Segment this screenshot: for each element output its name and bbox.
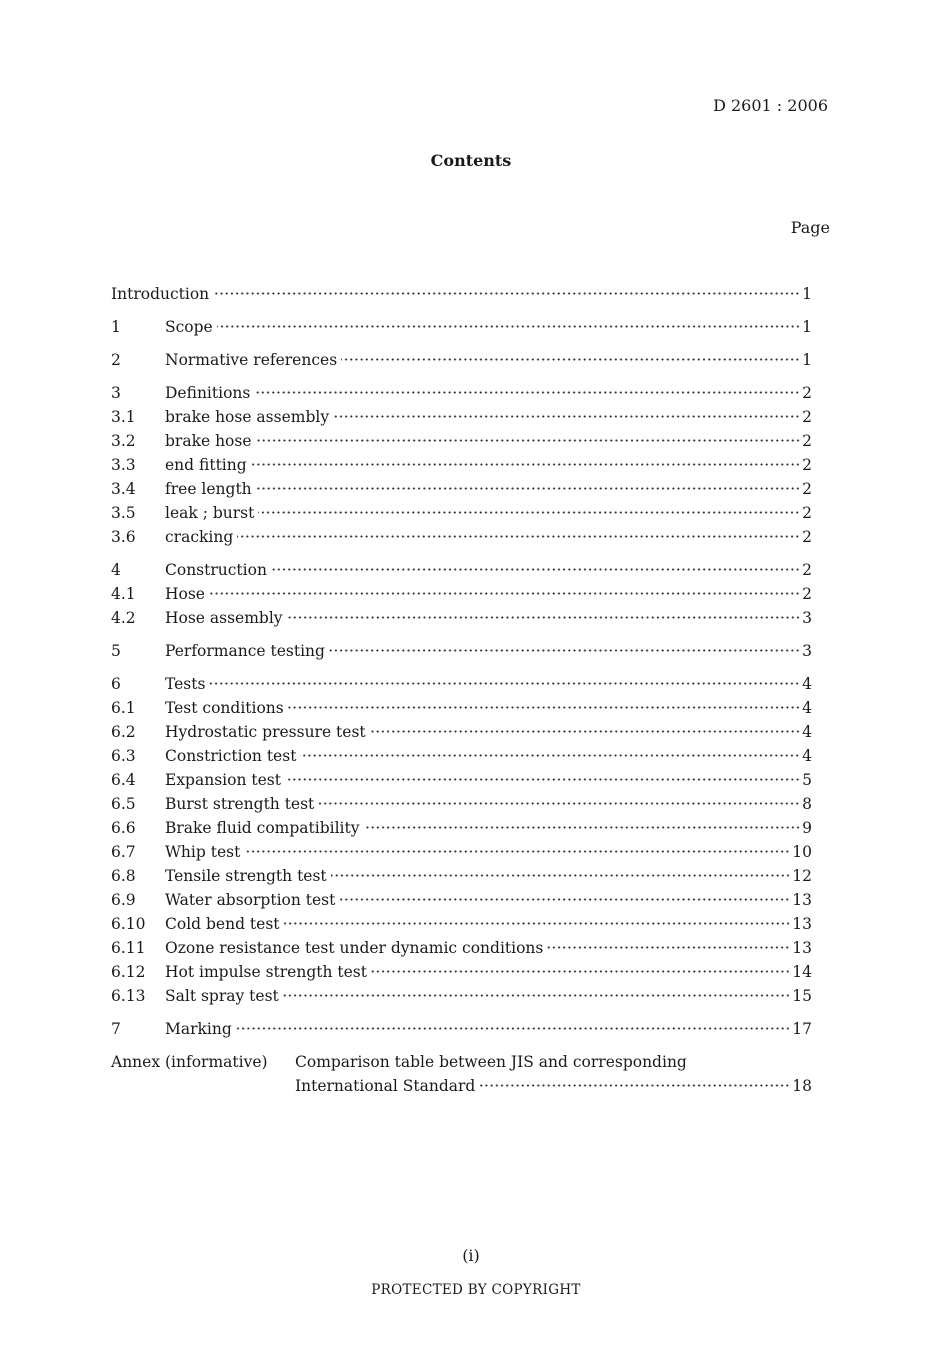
toc-entry-page: 12 — [792, 867, 812, 885]
toc-entry-text: Water absorption test — [165, 891, 336, 909]
toc-entry-text: brake hose assembly — [165, 408, 330, 426]
dot-leader — [271, 568, 800, 571]
toc-groups — [111, 315, 812, 1041]
toc-entry-page: 2 — [802, 408, 812, 426]
annex-page: 18 — [792, 1077, 812, 1095]
toc-entry-annex — [111, 1050, 812, 1098]
toc-entry — [111, 936, 812, 960]
annex-line-1 — [295, 1050, 812, 1074]
toc-entry — [111, 315, 812, 339]
toc-entry-text: Normative references — [165, 351, 338, 369]
dot-leader — [333, 415, 800, 418]
toc-entry-text: Cold bend test — [165, 915, 280, 933]
toc-entry-page: 2 — [802, 504, 812, 522]
dot-leader — [331, 874, 791, 877]
toc-entry-text: Salt spray test — [165, 987, 279, 1005]
toc-entry-text: Scope — [165, 318, 213, 336]
toc-entry — [111, 582, 812, 606]
footer-page-number: (i) — [462, 1246, 480, 1265]
toc-entry-page: 13 — [792, 891, 812, 909]
toc-entry-introduction — [111, 282, 812, 306]
toc-entry-number: 6 — [111, 675, 121, 693]
toc-entry-number: 6.7 — [111, 843, 136, 861]
toc-entry-number: 6.11 — [111, 939, 146, 957]
toc-entry — [111, 720, 812, 744]
toc-entry-text: Constriction test — [165, 747, 297, 765]
table-of-contents — [111, 282, 812, 1098]
toc-entry-page: 2 — [802, 456, 812, 474]
dot-leader — [237, 535, 800, 538]
toc-entry-page: 4 — [802, 747, 812, 765]
toc-entry — [111, 477, 812, 501]
annex-line-2 — [295, 1074, 812, 1098]
dot-leader — [256, 439, 801, 442]
dot-leader — [213, 292, 800, 295]
toc-entry-page: 10 — [792, 843, 812, 861]
toc-entry-page: 4 — [802, 699, 812, 717]
dot-leader — [285, 778, 800, 781]
toc-entry-number: 3.4 — [111, 480, 136, 498]
dot-leader — [244, 850, 790, 853]
toc-entry — [111, 744, 812, 768]
toc-entry-text: Introduction — [111, 285, 210, 303]
toc-entry-page: 13 — [792, 915, 812, 933]
toc-entry-number: 6.13 — [111, 987, 146, 1005]
dot-leader — [256, 487, 800, 490]
toc-entry-number: 4 — [111, 561, 121, 579]
toc-entry — [111, 672, 812, 696]
toc-entry-text: Hose — [165, 585, 205, 603]
dot-leader — [339, 898, 790, 901]
toc-entry — [111, 453, 812, 477]
toc-entry — [111, 960, 812, 984]
toc-entry — [111, 525, 812, 549]
toc-entry — [111, 429, 812, 453]
toc-entry — [111, 381, 812, 405]
toc-entry-text: Performance testing — [165, 642, 325, 660]
toc-entry-number: 3 — [111, 384, 121, 402]
toc-entry-number: 1 — [111, 318, 121, 336]
dot-leader — [547, 946, 790, 949]
toc-entry — [111, 768, 812, 792]
toc-entry-page: 2 — [802, 432, 812, 450]
toc-entry-page: 2 — [802, 585, 812, 603]
toc-entry — [111, 912, 812, 936]
toc-entry-number: 6.10 — [111, 915, 146, 933]
toc-entry — [111, 840, 812, 864]
toc-entry-page: 15 — [792, 987, 812, 1005]
toc-entry-page: 1 — [802, 318, 812, 336]
page-column-label: Page — [790, 218, 830, 237]
toc-entry — [111, 501, 812, 525]
dot-leader — [341, 358, 800, 361]
toc-entry — [111, 639, 812, 663]
document-number: D 2601 : 2006 — [713, 96, 828, 115]
toc-entry — [111, 1017, 812, 1041]
copyright-notice: PROTECTED BY COPYRIGHT — [371, 1282, 581, 1298]
toc-entry-page: 3 — [802, 609, 812, 627]
toc-entry — [111, 606, 812, 630]
dot-leader — [258, 511, 800, 514]
toc-entry-number: 6.9 — [111, 891, 136, 909]
toc-entry-text: Tensile strength test — [165, 867, 327, 885]
toc-entry-text: Expansion test — [165, 771, 281, 789]
toc-entry-page: 13 — [792, 939, 812, 957]
dot-leader — [209, 592, 800, 595]
dot-leader — [236, 1027, 790, 1030]
toc-entry-text: Ozone resistance test under dynamic conditions — [165, 939, 544, 957]
dot-leader — [329, 649, 800, 652]
dot-leader — [284, 922, 791, 925]
toc-entry-page: 3 — [802, 642, 812, 660]
dot-leader — [287, 616, 801, 619]
toc-entry-page: 14 — [792, 963, 812, 981]
toc-entry-text: Hydrostatic pressure test — [165, 723, 366, 741]
toc-entry-text: Tests — [165, 675, 206, 693]
toc-entry-number: 6.4 — [111, 771, 136, 789]
toc-entry-number: 3.1 — [111, 408, 136, 426]
toc-entry-text: Brake fluid compatibility — [165, 819, 360, 837]
dot-leader — [371, 970, 790, 973]
toc-entry — [111, 864, 812, 888]
toc-entry — [111, 405, 812, 429]
toc-entry-number: 5 — [111, 642, 121, 660]
toc-entry-text: Hose assembly — [165, 609, 283, 627]
toc-entry-number: 6.2 — [111, 723, 136, 741]
page-title: Contents — [430, 151, 512, 170]
toc-entry-number: 4.1 — [111, 585, 136, 603]
toc-entry-number: 6.12 — [111, 963, 146, 981]
toc-entry-number: 6.6 — [111, 819, 136, 837]
toc-entry-text: cracking — [165, 528, 234, 546]
annex-title-line-2: International Standard — [295, 1077, 476, 1095]
toc-entry-text: Hot impulse strength test — [165, 963, 367, 981]
annex-title-line-1: Comparison table between JIS and corresponding — [295, 1053, 687, 1071]
toc-entry-text: free length — [165, 480, 252, 498]
toc-entry-text: Construction — [165, 561, 267, 579]
annex-body — [295, 1050, 812, 1098]
dot-leader — [209, 682, 800, 685]
toc-entry — [111, 888, 812, 912]
toc-entry-page: 9 — [802, 819, 812, 837]
toc-entry-number: 3.3 — [111, 456, 136, 474]
toc-entry-page: 1 — [802, 351, 812, 369]
toc-entry-text: Burst strength test — [165, 795, 315, 813]
toc-entry-number: 6.8 — [111, 867, 136, 885]
dot-leader — [288, 706, 800, 709]
toc-entry-number: 3.2 — [111, 432, 136, 450]
toc-entry-number: 3.6 — [111, 528, 136, 546]
toc-entry-page: 2 — [802, 480, 812, 498]
toc-entry — [111, 558, 812, 582]
toc-entry-number: 6.5 — [111, 795, 136, 813]
toc-entry — [111, 816, 812, 840]
toc-entry-page: 2 — [802, 528, 812, 546]
dot-leader — [318, 802, 800, 805]
toc-entry-number: 3.5 — [111, 504, 136, 522]
toc-entry-number: 4.2 — [111, 609, 136, 627]
toc-entry-number: 6.1 — [111, 699, 136, 717]
toc-entry-text: end fitting — [165, 456, 247, 474]
toc-entry-text: Marking — [165, 1020, 232, 1038]
toc-entry — [111, 696, 812, 720]
toc-entry-page: 17 — [792, 1020, 812, 1038]
toc-entry-text: brake hose — [165, 432, 252, 450]
toc-entry-page: 2 — [802, 384, 812, 402]
toc-entry-page: 5 — [802, 771, 812, 789]
toc-entry-page: 1 — [802, 285, 812, 303]
toc-entry-page: 4 — [802, 675, 812, 693]
dot-leader — [364, 826, 801, 829]
toc-entry-text: Whip test — [165, 843, 241, 861]
dot-leader — [283, 994, 790, 997]
dot-leader — [300, 754, 800, 757]
annex-label: Annex (informative) — [111, 1053, 268, 1071]
toc-entry — [111, 984, 812, 1008]
dot-leader — [479, 1084, 790, 1087]
toc-entry-page: 8 — [802, 795, 812, 813]
toc-entry-page: 2 — [802, 561, 812, 579]
toc-entry-text: Test conditions — [165, 699, 284, 717]
toc-entry — [111, 348, 812, 372]
toc-entry-text: Definitions — [165, 384, 251, 402]
dot-leader — [217, 325, 800, 328]
toc-entry-text: leak ; burst — [165, 504, 255, 522]
toc-entry-number: 2 — [111, 351, 121, 369]
toc-entry-number: 7 — [111, 1020, 121, 1038]
toc-entry — [111, 792, 812, 816]
toc-entry-number: 6.3 — [111, 747, 136, 765]
dot-leader — [251, 463, 800, 466]
dot-leader — [370, 730, 800, 733]
dot-leader — [254, 391, 800, 394]
toc-entry-page: 4 — [802, 723, 812, 741]
